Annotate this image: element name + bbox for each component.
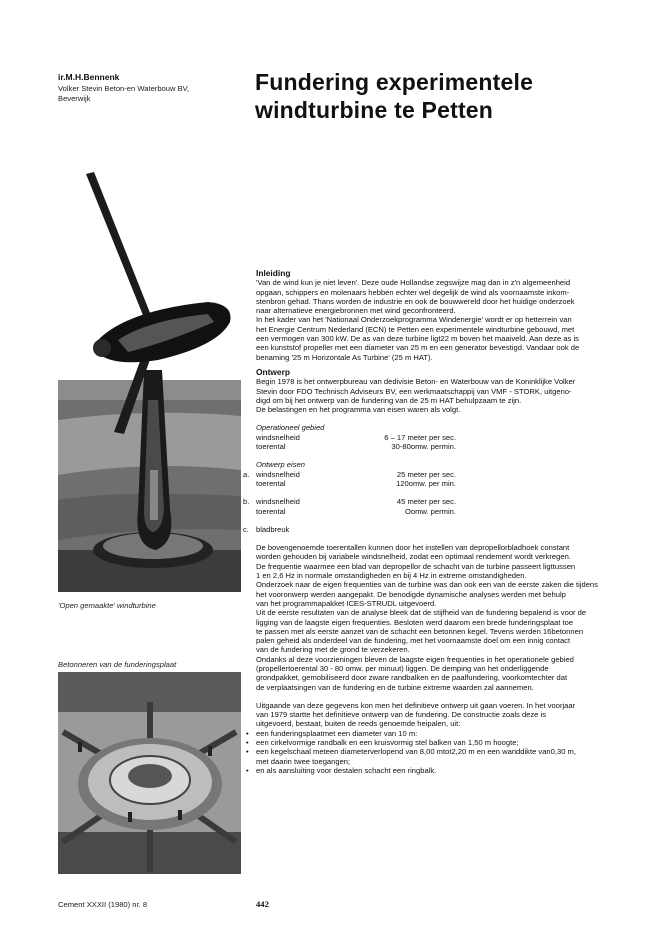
list-item: • een cirkelvormige randbalk en een kruisvormig stel balken van 1,50 m hoogte; xyxy=(246,738,519,748)
spec-label: windsnelheid xyxy=(256,469,300,479)
journal-footer: Cement XXXII (1980) nr. 8 xyxy=(58,900,148,909)
spec-row xyxy=(243,469,646,479)
spec-row xyxy=(243,524,646,534)
bullet-icon: • xyxy=(246,765,249,775)
text-line: Ondanks al deze voorzieningen bleven de laagste eigen frequenties in het operationele gebied xyxy=(256,654,574,664)
text-line: ligging van de laagste eigen frequenties. Besloten werd daarom een brede funderingsplaat toe xyxy=(256,617,574,627)
title-line-1: Fundering experimentele xyxy=(255,69,534,95)
article-body xyxy=(243,266,646,775)
spec-value: 6 – 17 meter per sec. xyxy=(384,432,456,442)
spec-value: 45 meter per sec. xyxy=(396,497,456,507)
photo2-caption: Betonneren van de funderingsplaat xyxy=(58,660,177,669)
spec-label: toerental xyxy=(256,478,286,488)
article-title xyxy=(255,68,635,124)
text-line: Stevin door FDO Technisch Adviseurs BV, een werkmaatschappij van VMF - STORK, uitgeno- xyxy=(256,386,572,396)
text-line: digd om bij het ontwerp van de fundering van de 25 m HAT behulpzaam te zijn. xyxy=(256,395,522,405)
spec-label: toerental xyxy=(256,442,286,452)
spec-marker: a. xyxy=(243,469,250,479)
text-line: In het kader van het 'Nationaal Onderzoekprogramma Windenergie' wordt er op hetterrein van xyxy=(256,315,572,325)
author-affiliation: Volker Stevin Beton-en Waterbouw BV, xyxy=(58,84,190,93)
author-city: Beverwijk xyxy=(58,94,91,103)
spec-row xyxy=(256,433,646,442)
paragraph-final xyxy=(256,701,646,729)
spec-value: 25 meter per sec. xyxy=(396,469,456,479)
foundation-photo xyxy=(58,672,241,874)
windturbine-photo xyxy=(58,170,241,592)
spec-label: windsnelheid xyxy=(256,432,300,442)
spec-marker: c. xyxy=(243,524,249,534)
paragraph-ontwerp xyxy=(256,377,646,414)
paragraph-analysis xyxy=(256,543,646,692)
list-item: • een kegelschaal meteen diameterverlopend van 8,00 mtot2,20 m en een wanddikte van0,30 m, xyxy=(246,747,576,757)
spec-row xyxy=(256,479,646,488)
text-line: naar alternatieve energiebronnen met wind geconfronteerd. xyxy=(256,306,456,316)
text-line: worden gehouden bij variabele windsnelheid, zodat een optimaal rendement wordt verkregen. xyxy=(256,552,571,562)
bullet-icon: • xyxy=(246,728,249,738)
heading-design: Ontwerp eisen xyxy=(256,460,305,470)
bullet-icon: • xyxy=(246,738,249,748)
spec-value: 30-80omw. permin. xyxy=(391,442,456,452)
text-line: (propellertoerental 30 - 80 omw. per minuut) liggen. De demping van het onderliggende xyxy=(256,663,549,673)
text-line: Uit de eerste resultaten van de analyse bleek dat de stijfheid van de fundering bepalend is voor de xyxy=(256,608,587,618)
spec-value: 120omw. per min. xyxy=(396,478,456,488)
spec-row xyxy=(256,442,646,451)
text-line: de verplaatsingen van de fundering en de turbine extreme waarden zal aannemen. xyxy=(256,682,534,692)
text-line: een kunststof propeller met een diameter van 25 m en een generator bevestigd. Vandaar ook de xyxy=(256,343,580,353)
text-line: uitgevoerd, bestaat, buiten de reeds genoemde heipalen, uit: xyxy=(256,719,461,729)
heading-operational: Operationeel gebied xyxy=(256,423,325,433)
spec-label: toerental xyxy=(256,506,286,516)
text-line: van het programmapakket ICES-STRUDL uitgevoerd. xyxy=(256,598,437,608)
page-number: 442 xyxy=(256,899,269,909)
text-line: Uitgaande van deze gegevens kon men het definitieve ontwerp uit gaan voeren. In het voorjaar xyxy=(256,700,576,710)
text-line: een vermogen van 300 kW. De as van deze turbine ligt22 m boven het maaiveld. Aan deze as is xyxy=(256,334,579,344)
text-line: Begin 1978 is het ontwerpbureau van dedivisie Beton- en Waterbouw van de Koninklijke Volker xyxy=(256,377,576,387)
text-line: Onderzoek naar de eigen frequenties van de turbine was dan ook een van de eerste zaken die tijdens xyxy=(256,580,598,590)
text-line: het Energie Centrum Nederland (ECN) te Petten een experimentele windturbine gebouwd, met xyxy=(256,324,575,334)
spec-label: windsnelheid xyxy=(256,497,300,507)
list-item: • een funderingsplaatmet een diameter van 10 m: xyxy=(246,728,418,738)
text-line: 1 en 2,6 Hz in normale omstandigheden en bij 4 Hz in extreme omstandigheden. xyxy=(256,571,527,581)
text-line: grondpakket, gemobiliseerd door zware randbalken en de paalfundering, voorkomtechter dat xyxy=(256,673,568,683)
construction-list xyxy=(246,728,646,775)
author-name: ir.M.H.Bennenk xyxy=(58,72,120,82)
list-item: • en als aansluiting voor destalen schacht een ringbalk. xyxy=(246,765,437,775)
text-line: benaming '25 m Horizontale As Turbine' (25 m HAT). xyxy=(256,352,433,362)
heading-ontwerp: Ontwerp xyxy=(256,366,290,377)
text-line: De frequentie waarmee een blad van depropellor de schacht van de turbine passeert ligttussen xyxy=(256,561,576,571)
list-item-continuation: met daarin twee toegangen; xyxy=(256,756,351,766)
bullet-icon: • xyxy=(246,747,249,757)
title-line-2: windturbine te Petten xyxy=(255,97,494,123)
photo1-caption: 'Open gemaakte' windturbine xyxy=(58,601,156,610)
heading-inleiding: Inleiding xyxy=(256,268,291,278)
text-line: stenbron gehad. Thans worden de industrie en ook de bouwwereld door het huidige onderzoek xyxy=(256,296,575,306)
spec-marker: b. xyxy=(243,497,250,507)
spec-label: bladbreuk xyxy=(256,524,290,534)
text-line: van 1979 startte het definitieve ontwerp van de fundering. De constructie zoals deze is xyxy=(256,710,547,720)
text-line: te passen met als eerste aanzet van de schacht een betonnen kegel. Tevens werden 16betonnen xyxy=(256,626,584,636)
paragraph-inleiding xyxy=(256,278,646,362)
text-line: van de fundering met de grond te verzekeren. xyxy=(256,645,410,655)
spec-value: Oomw. permin. xyxy=(404,506,456,516)
text-line: het vooronwerp werden aangepakt. De benodigde dynamische analyses werden met behulp xyxy=(256,589,566,599)
text-line: De bovengenoemde toerentallen kunnen door het instellen van depropellorbladhoek constant xyxy=(256,543,570,553)
text-line: 'Van de wind kun je niet leven'. Deze oude Hollandse zegswijze mag dan in z'n algemeenheid xyxy=(256,278,571,288)
text-line: De belastingen en het programma van eisen waren als volgt. xyxy=(256,405,461,415)
spec-row xyxy=(256,507,646,516)
text-line: palen geheid als onderdeel van de fundering, met het voornaamste doel om een innig contact xyxy=(256,636,571,646)
spec-row xyxy=(243,497,646,507)
text-line: opgaan, schippers en molenaars hebben echter wel degelijk de wind als voornaamste inkom- xyxy=(256,287,570,297)
